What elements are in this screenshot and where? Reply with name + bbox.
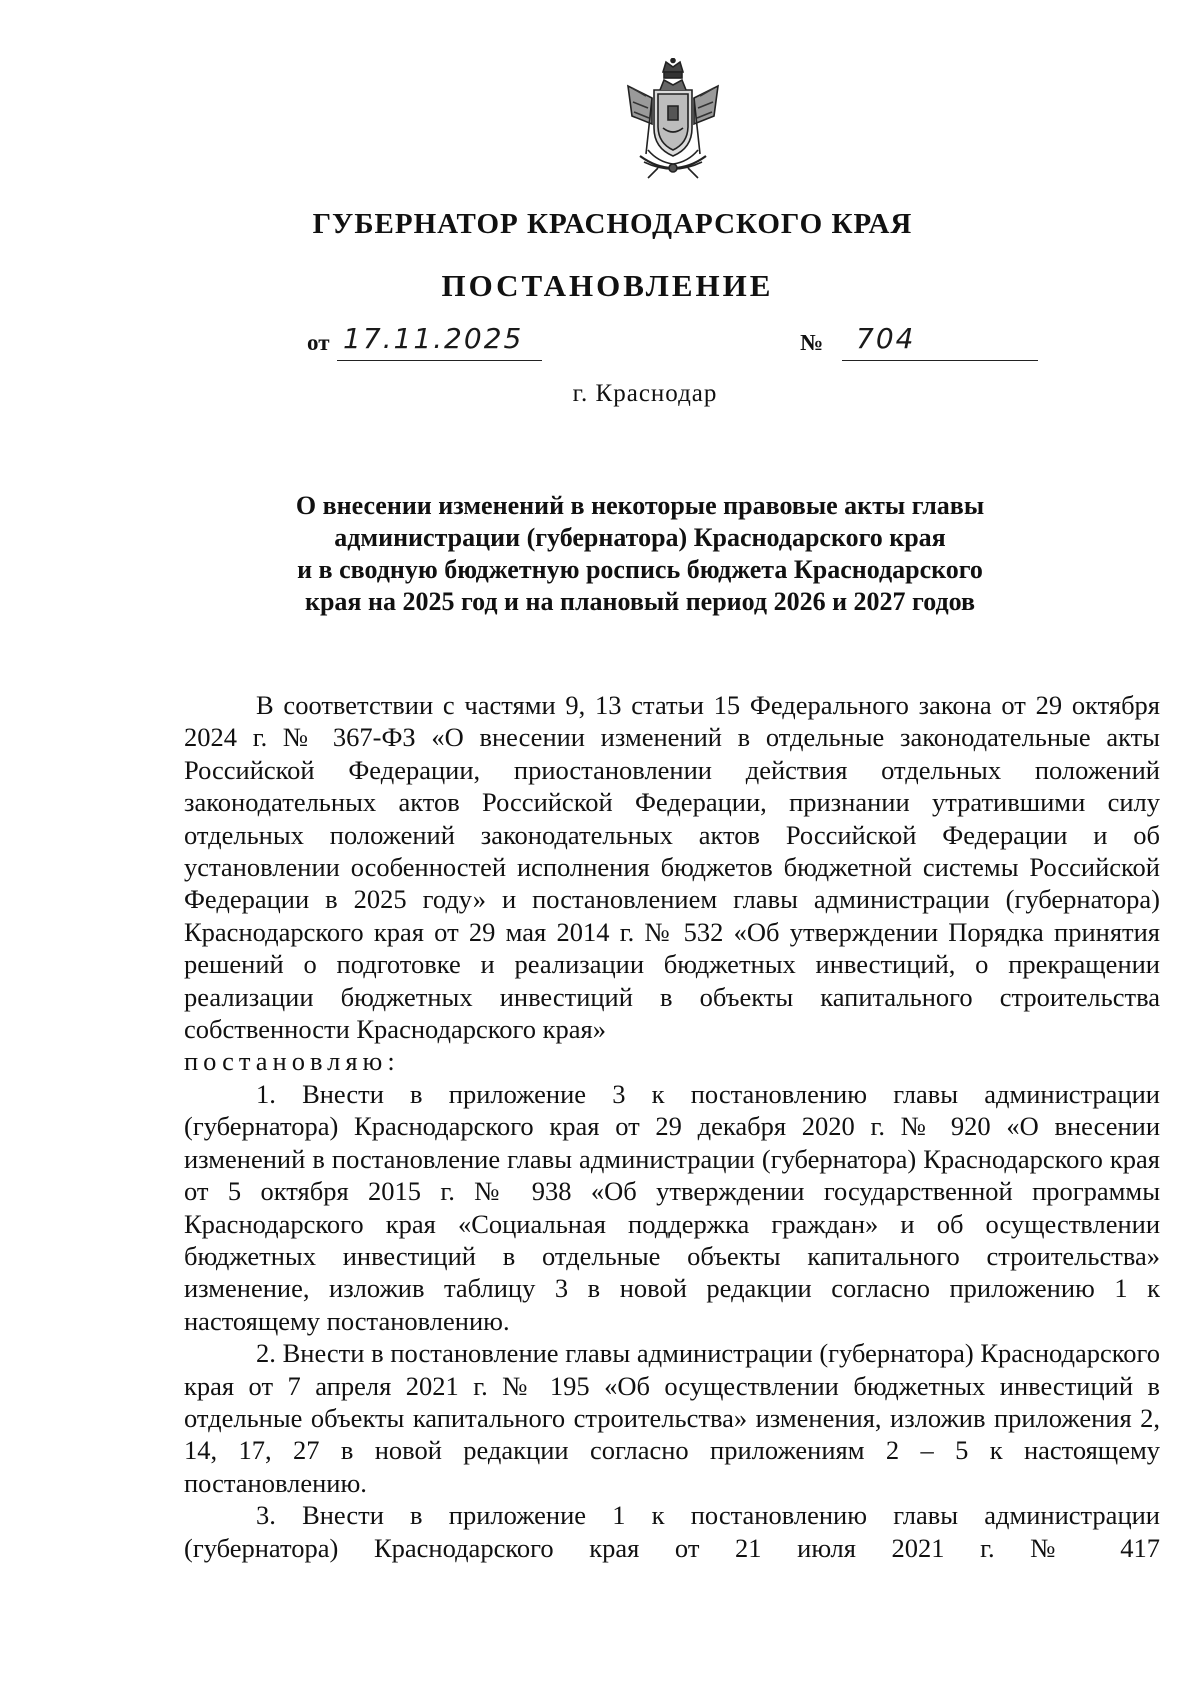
- number-field: [842, 322, 1038, 361]
- date-row: [307, 322, 524, 356]
- preamble-paragraph: В соответствии с частями 9, 13 статьи 15 Федерального закона от 29 октября 2024 г. № 367-ФЗ «О внесении изменений в отдельные законодательные акты Российской Федерации, приостановлении действия отдельных положений законодательных актов Российской Федерации, признании утратившими силу отдельных положений законодательных актов Российской Федерации и об установлении особенностей исполнения бюджетов бюджетной системы Российской Федерации в 2025 году» и постановлением главы администрации (губернатора) Краснодарского края от 29 мая 2014 г. № 532 «Об утверждении Порядка принятия решений о подготовке и реализации бюджетных инвестиций, о прекращении реализации бюджетных инвестиций в объекты капитального строительства собственности Краснодарского края»: [184, 690, 1160, 1045]
- document-subject: [230, 490, 1050, 618]
- subject-line: администрации (губернатора) Краснодарского края: [334, 523, 946, 552]
- handwritten-date: 17.11.2025: [343, 322, 524, 355]
- handwritten-number: 704: [856, 322, 916, 355]
- issuing-authority: ГУБЕРНАТОР КРАСНОДАРСКОГО КРАЯ: [312, 208, 913, 240]
- item-1-paragraph: 1. Внести в приложение 3 к постановлению главы администрации (губернатора) Краснодарского края от 29 декабря 2020 г. № 920 «О внесении изменений в постановление главы администрации (губернатора) Краснодарского края от 5 октября 2015 г. № 938 «Об утверждении государственной программы Краснодарского края «Социальная поддержка граждан» и об осуществлении бюджетных инвестиций в отдельные объекты капитального строительства» изменение, изложив таблицу 3 в новой редакции согласно приложению 1 к настоящему постановлению.: [184, 1078, 1160, 1336]
- decree-word: постановляю:: [184, 1046, 400, 1077]
- coat-of-arms-icon: [618, 58, 728, 183]
- item-2-paragraph: 2. Внести в постановление главы администрации (губернатора) Краснодарского края от 7 апреля 2021 г. № 195 «Об осуществлении бюджетных инвестиций в отдельные объекты капитального строительства» изменения, изложив приложения 2, 14, 17, 27 в новой редакции согласно приложениям 2 – 5 к настоящему постановлению.: [184, 1338, 1160, 1498]
- subject-line: и в сводную бюджетную роспись бюджета Краснодарского: [297, 555, 983, 584]
- subject-line: края на 2025 год и на плановый период 2026 и 2027 годов: [304, 587, 976, 616]
- subject-line: О внесении изменений в некоторые правовые акты главы: [295, 491, 985, 520]
- item-3-paragraph: 3. Внести в приложение 1 к постановлению главы администрации (губернатора) Краснодарского края от 21 июля 2021 г. № 417: [184, 1500, 1160, 1563]
- number-row: [800, 322, 916, 356]
- date-label: от: [307, 330, 330, 355]
- document-type: ПОСТАНОВЛЕНИЕ: [441, 268, 774, 303]
- document-body: [184, 689, 1160, 1564]
- date-field: [337, 322, 542, 361]
- number-label: №: [800, 330, 824, 355]
- place-of-issue: г. Краснодар: [572, 380, 718, 407]
